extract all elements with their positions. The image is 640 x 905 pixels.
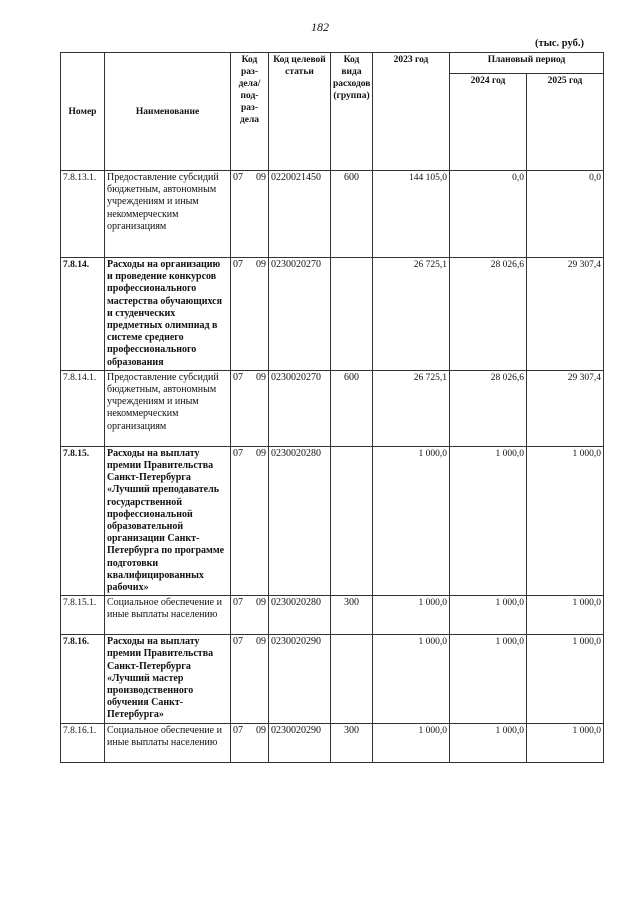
row-amount-2023: 26 725,1 [373,370,450,446]
row-name: Расходы на выплату премии Правительства Санкт-Петербурга «Лучший преподаватель государственной профессиональной образовательной организации Санкт-Петербурга по программе подготовки квалифицированных рабочих» [105,446,231,595]
row-section [231,171,269,258]
row-expense-type: 600 [331,370,373,446]
header-section: Код раз-дела/ под-раз-дела [231,53,269,171]
table-row [61,171,604,258]
row-amount-2024: 1 000,0 [450,635,527,723]
row-subsection-code: 09 [256,636,266,648]
row-amount-2023: 1 000,0 [373,596,450,635]
row-subsection-code: 09 [256,172,266,183]
row-expense-type: 300 [331,596,373,635]
row-amount-2023: 1 000,0 [373,723,450,762]
header-name: Наименование [105,53,231,171]
row-number: 7.8.16.1. [61,723,105,762]
row-amount-2024: 1 000,0 [450,723,527,762]
row-amount-2025: 29 307,4 [527,370,604,446]
row-amount-2025: 0,0 [527,171,604,258]
row-section [231,723,269,762]
row-number: 7.8.14.1. [61,370,105,446]
table-row [61,635,604,723]
row-target-code: 0230020290 [269,635,331,723]
header-target: Код целевой статьи [269,53,331,171]
row-section [231,635,269,723]
row-amount-2025: 1 000,0 [527,723,604,762]
row-subsection-code: 09 [256,259,266,270]
row-amount-2024: 0,0 [450,171,527,258]
row-expense-type [331,635,373,723]
row-section-code: 07 [233,597,243,609]
row-number: 7.8.15. [61,446,105,595]
row-section-code: 07 [233,172,243,183]
table-row [61,723,604,762]
row-subsection-code: 09 [256,371,266,383]
row-amount-2024: 1 000,0 [450,446,527,595]
row-subsection-code: 09 [256,597,266,609]
row-amount-2025: 1 000,0 [527,446,604,595]
row-amount-2023: 1 000,0 [373,635,450,723]
row-number: 7.8.14. [61,258,105,371]
table-row [61,596,604,635]
row-section-code: 07 [233,371,243,383]
row-section-code: 07 [233,724,243,736]
row-expense-type: 300 [331,723,373,762]
row-expense-type [331,446,373,595]
row-name: Предоставление субсидий бюджетным, автономным учреждениям и иным некоммерческим организациям [105,370,231,446]
row-name: Социальное обеспечение и иные выплаты населению [105,723,231,762]
row-amount-2023: 1 000,0 [373,446,450,595]
row-section-code: 07 [233,447,243,459]
header-row [61,53,604,74]
row-expense-type [331,258,373,371]
row-amount-2024: 1 000,0 [450,596,527,635]
header-2025: 2025 год [527,74,604,171]
row-amount-2023: 144 105,0 [373,171,450,258]
row-section [231,596,269,635]
row-amount-2025: 1 000,0 [527,596,604,635]
row-target-code: 0230020270 [269,370,331,446]
row-number: 7.8.16. [61,635,105,723]
row-section-code: 07 [233,259,243,270]
row-target-code: 0230020280 [269,446,331,595]
row-subsection-code: 09 [256,724,266,736]
row-amount-2023: 26 725,1 [373,258,450,371]
units-label: (тыс. руб.) [535,38,584,49]
header-planned: Плановый период [450,53,604,74]
header-expense-type: Код вида расходов (группа) [331,53,373,171]
row-name: Расходы на организацию и проведение конкурсов профессионального мастерства обучающихся и студенческих предметных олимпиад в системе среднего профессионального образования [105,258,231,371]
row-target-code: 0230020280 [269,596,331,635]
row-target-code: 0230020290 [269,723,331,762]
row-number: 7.8.13.1. [61,171,105,258]
row-section [231,258,269,371]
row-amount-2025: 1 000,0 [527,635,604,723]
header-number: Номер [61,53,105,171]
row-target-code: 0220021450 [269,171,331,258]
row-section [231,370,269,446]
table-row [61,446,604,595]
header-2024: 2024 год [450,74,527,171]
row-name: Предоставление субсидий бюджетным, автономным учреждениям и иным некоммерческим организациям [105,171,231,258]
row-expense-type: 600 [331,171,373,258]
table-row [61,258,604,371]
row-amount-2025: 29 307,4 [527,258,604,371]
row-name: Расходы на выплату премии Правительства Санкт-Петербурга «Лучший мастер производственного обучения Санкт-Петербурга» [105,635,231,723]
header-2023: 2023 год [373,53,450,171]
row-name: Социальное обеспечение и иные выплаты населению [105,596,231,635]
row-section [231,446,269,595]
row-subsection-code: 09 [256,447,266,459]
page-number: 182 [311,20,329,34]
row-target-code: 0230020270 [269,258,331,371]
budget-table [60,52,604,763]
row-section-code: 07 [233,636,243,648]
row-number: 7.8.15.1. [61,596,105,635]
row-amount-2024: 28 026,6 [450,258,527,371]
row-amount-2024: 28 026,6 [450,370,527,446]
table-row [61,370,604,446]
